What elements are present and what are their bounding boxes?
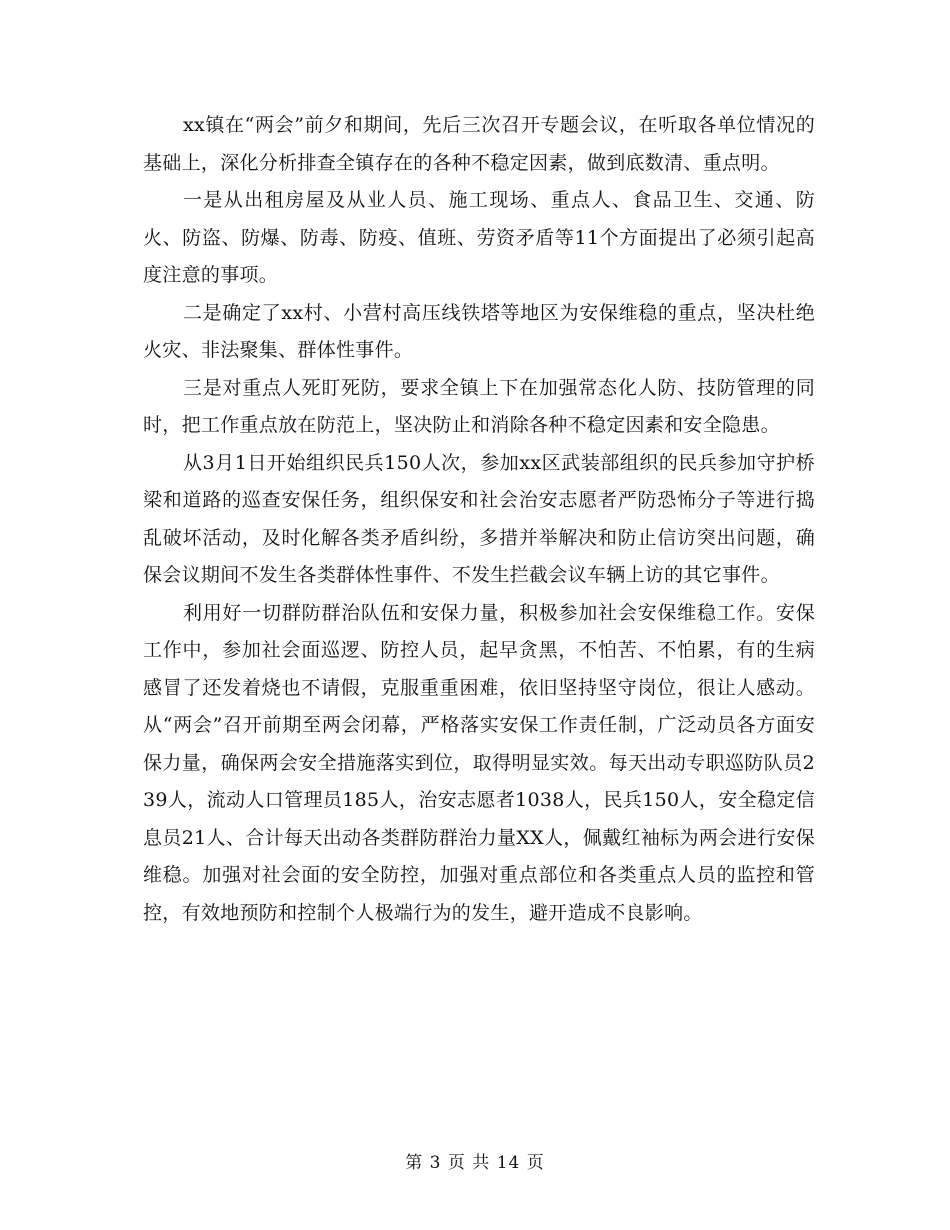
- document-body: [143, 107, 815, 932]
- paragraph-3: 二是确定了xx村、小营村高压线铁塔等地区为安保维稳的重点，坚决杜绝火灾、非法聚集、群体性事件。: [143, 301, 815, 361]
- paragraph-4: 三是对重点人死盯死防，要求全镇上下在加强常态化人防、技防管理的同时，把工作重点放在防范上，坚决防止和消除各种不稳定因素和安全隐患。: [143, 376, 815, 436]
- page-footer: 第 3 页 共 14 页: [405, 1153, 545, 1173]
- paragraph-1: xx镇在“两会”前夕和期间，先后三次召开专题会议，在听取各单位情况的基础上，深化分析排查全镇存在的各种不稳定因素，做到底数清、重点明。: [143, 114, 815, 174]
- paragraph-2: 一是从出租房屋及从业人员、施工现场、重点人、食品卫生、交通、防火、防盗、防爆、防毒、防疫、值班、劳资矛盾等11个方面提出了必须引起高度注意的事项。: [143, 189, 815, 286]
- paragraph-6: 利用好一切群防群治队伍和安保力量，积极参加社会安保维稳工作。安保工作中，参加社会面巡逻、防控人员，起早贪黑，不怕苦、不怕累，有的生病感冒了还发着烧也不请假，克服重重困难，依旧坚持坚守岗位，很让人感动。从“两会”召开前期至两会闭幕，严格落实安保工作责任制，广泛动员各方面安保力量，确保两会安全措施落实到位，取得明显实效。每天出动专职巡防队员239人，流动人口管理员185人，治安志愿者1038人，民兵150人，安全稳定信息员21人、合计每天出动各类群防群治力量XX人，佩戴红袖标为两会进行安保维稳。加强对社会面的安全防控，加强对重点部位和各类重点人员的监控和管控，有效地预防和控制个人极端行为的发生，避开造成不良影响。: [143, 601, 815, 924]
- paragraph-5: 从3月1日开始组织民兵150人次，参加xx区武装部组织的民兵参加守护桥梁和道路的巡查安保任务，组织保安和社会治安志愿者严防恐怖分子等进行捣乱破坏活动，及时化解各类矛盾纠纷，多措并举解决和防止信访突出问题，确保会议期间不发生各类群体性事件、不发生拦截会议车辆上访的其它事件。: [143, 451, 815, 586]
